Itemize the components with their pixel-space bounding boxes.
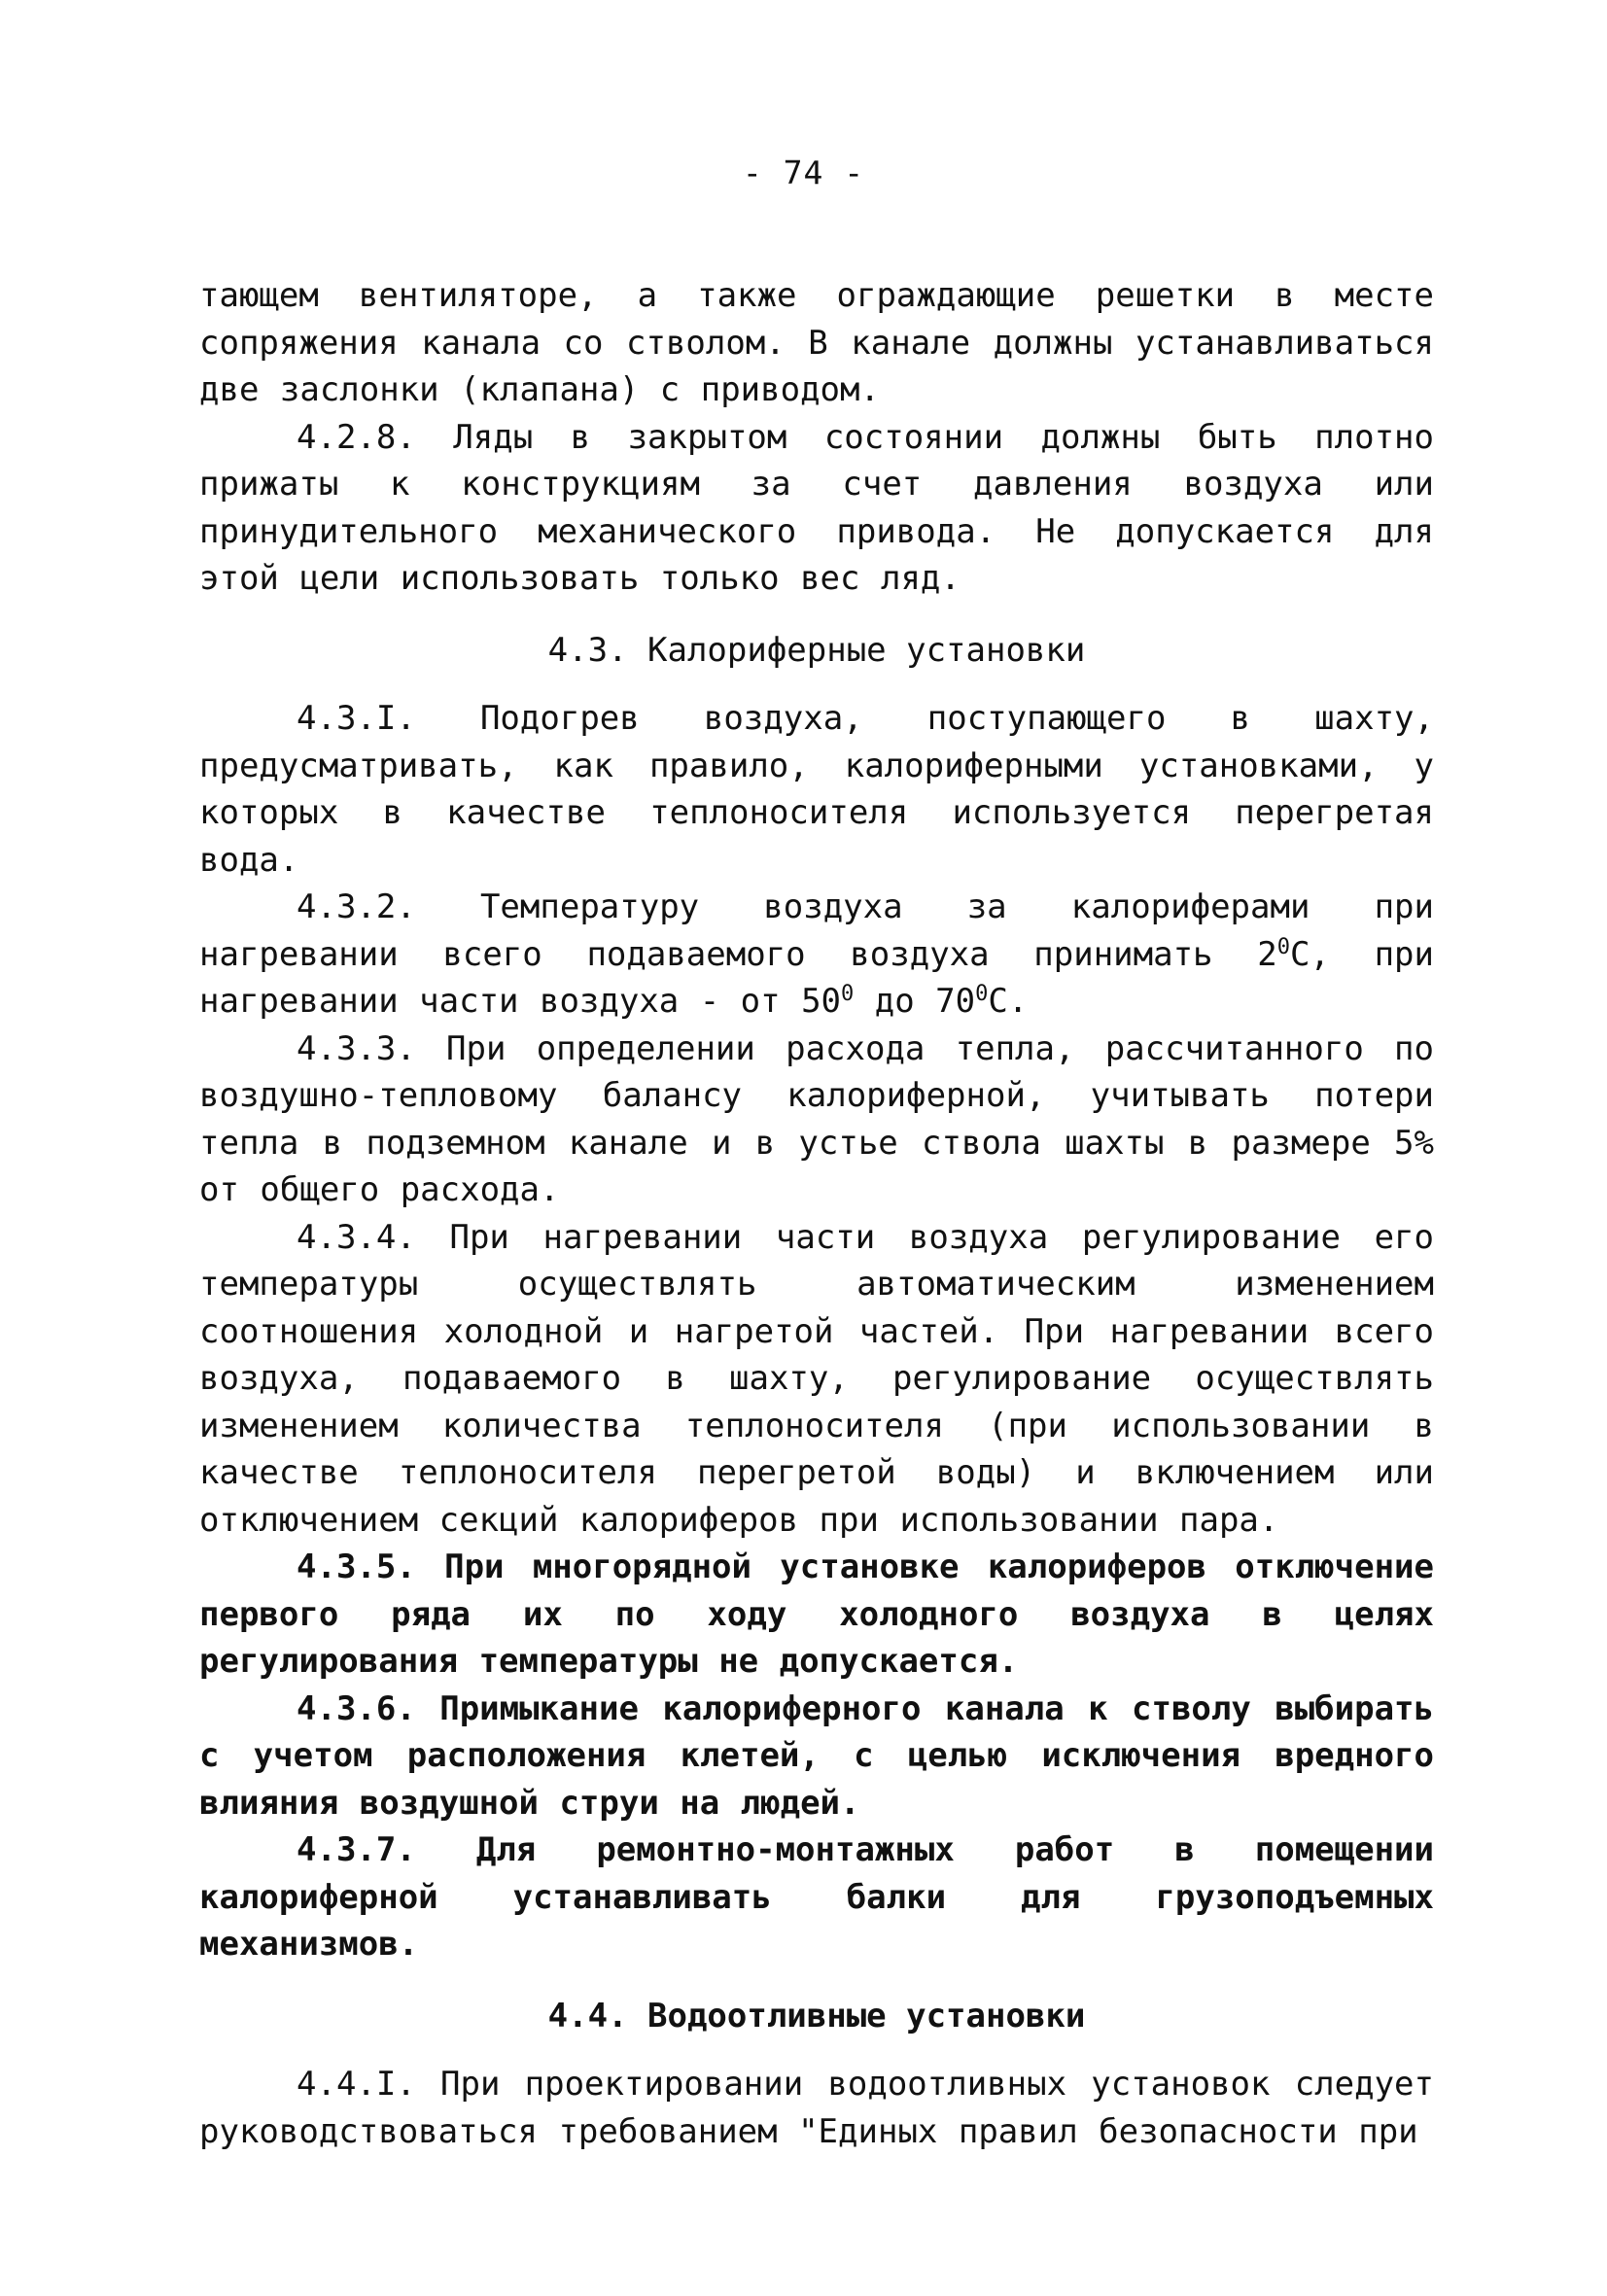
paragraph-continuation: тающем вентиляторе, а также ограждающие решетки в месте сопряжения канала со стволом. В канале должны устанавливаться две заслонки (клапана) с приводом.	[199, 276, 1434, 409]
paragraph-4-3-2-text-c: до 70	[854, 982, 976, 1021]
paragraph-4-3-1-text: 4.3.I. Подогрев воздуха, поступающего в шахту, предусматривать, как правило, калориферными установками, у которых в качестве теплоносителя используется перегретая вода.	[199, 699, 1434, 880]
page-number: - 74 -	[742, 154, 865, 191]
section-heading-4-3: 4.3. Калориферные установки	[547, 630, 1086, 670]
paragraph-4-3-4-text: 4.3.4. При нагревании части воздуха регулирование его температуры осуществлять автоматическим изменением соотношения холодной и нагретой частей. При нагревании всего воздуха, подаваемого в шахту, регулирование осуществлять изменением количества теплоносителя (при использовании в качестве теплоносителя перегретой воды) и включением или отключением секций калориферов при использовании пара.	[199, 1217, 1434, 1540]
paragraph-4-2-8	[199, 414, 1434, 603]
paragraph-4-3-2-text-d: С.	[988, 982, 1029, 1021]
paragraph-4-3-4	[199, 1214, 1434, 1545]
paragraph-4-3-2	[199, 884, 1434, 1026]
paragraph-4-3-6-text: 4.3.6. Примыкание калориферного канала к стволу выбирать с учетом расположения клетей, с целью исключения вредного влияния воздушной струи на людей.	[199, 1688, 1434, 1823]
section-heading-4-4: 4.4. Водоотливные установки	[547, 1996, 1086, 2035]
paragraph-4-3-5	[199, 1544, 1434, 1686]
degree-sup: 0	[1276, 934, 1290, 959]
paragraph-4-3-2-text-b: С, при нагревании части воздуха - от 50	[199, 934, 1435, 1021]
paragraph-4-3-7-text: 4.3.7. Для ремонтно-монтажных работ в помещении калориферной устанавливать балки для грузоподъемных механизмов.	[199, 1830, 1434, 1964]
paragraph-4-4-1-text: 4.4.I. При проектировании водоотливных установок следует руководствоваться требованием "Единых правил безопасности при	[199, 2065, 1434, 2151]
degree-sup: 0	[841, 982, 855, 1006]
paragraph-4-3-1	[199, 695, 1434, 884]
degree-sup: 0	[975, 982, 989, 1006]
paragraph-4-4-1	[199, 2061, 1434, 2155]
paragraph-4-3-7	[199, 1826, 1434, 1968]
paragraph-4-3-5-text: 4.3.5. При многорядной установке калориферов отключение первого ряда их по ходу холодного воздуха в целях регулирования температуры не допускается.	[199, 1548, 1434, 1681]
paragraph-4-3-6	[199, 1686, 1434, 1827]
paragraph-4-3-3	[199, 1026, 1434, 1214]
paragraph-4-2-8-text: 4.2.8. Ляды в закрытом состоянии должны быть плотно прижаты к конструкциям за счет давления воздуха или принудительного механического привода. Не допускается для этой цели использовать только вес ляд.	[199, 417, 1434, 598]
body-text	[199, 272, 1434, 2155]
paragraph-4-3-2-text-a: 4.3.2. Температуру воздуха за калориферами при нагревании всего подаваемого воздуха принимать 2	[199, 887, 1434, 974]
paragraph-4-3-3-text: 4.3.3. При определении расхода тепла, рассчитанного по воздушно-тепловому балансу калориферной, учитывать потери тепла в подземном канале и в устье ствола шахты в размере 5% от общего расхода.	[199, 1028, 1434, 1209]
